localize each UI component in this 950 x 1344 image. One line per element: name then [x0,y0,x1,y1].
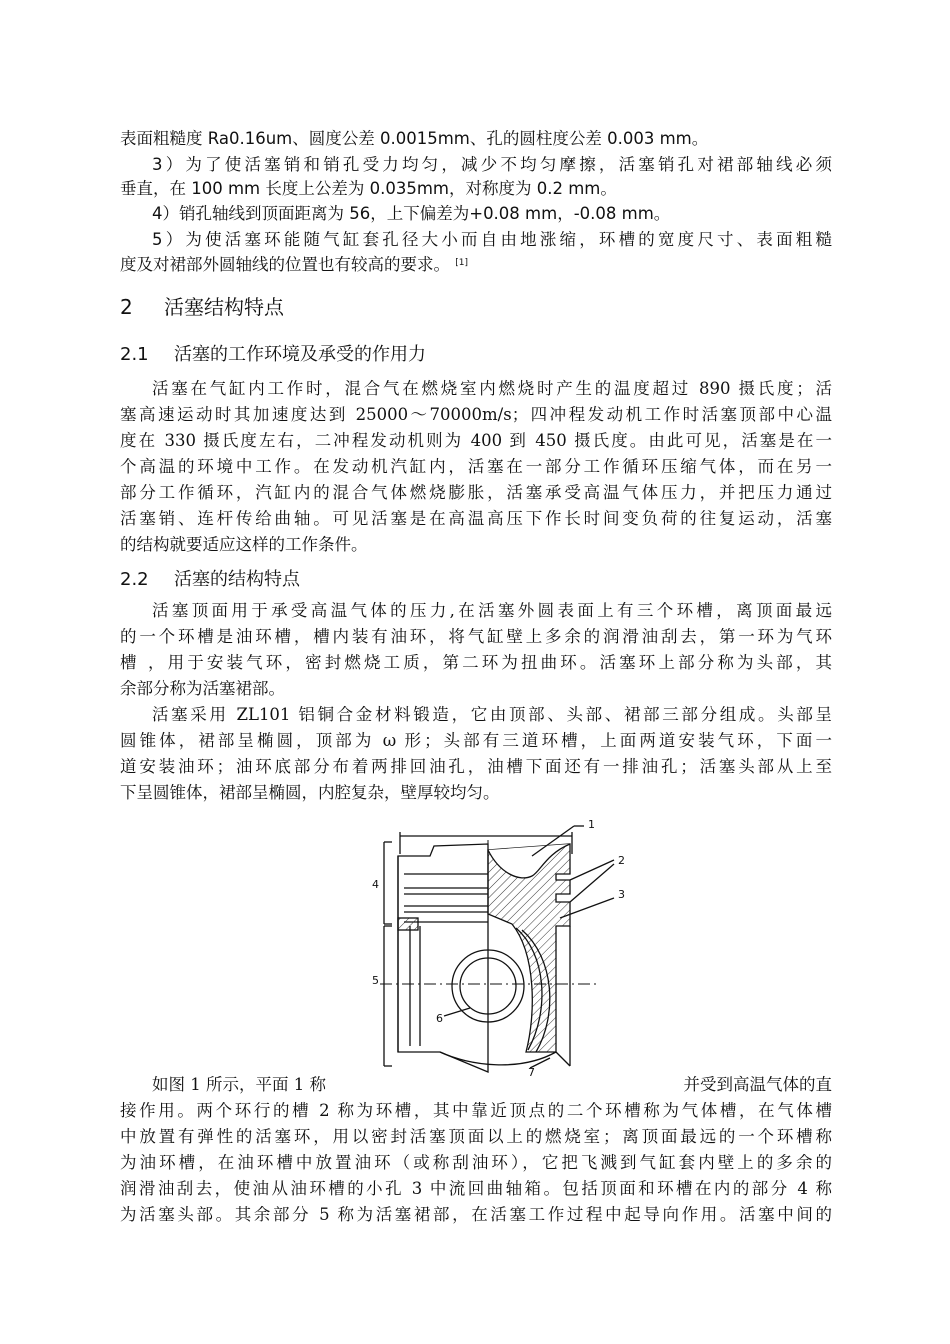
section-heading-2-1 [120,340,426,366]
text-line: 部分工作循环，汽缸内的混合气体燃烧膨胀，活塞承受高温气体压力，并把压力通过 [120,483,832,502]
text-line: 活塞在气缸内工作时，混合气在燃烧室内燃烧时产生的温度超过 890 摄氏度；活 [152,379,832,398]
text-line: 5）为使活塞环能随气缸套孔径大小而自由地涨缩，环槽的宽度尺寸、表面粗糙 [152,230,832,249]
section-number: 2.2 [120,569,149,590]
text-line: 垂直，在 100 mm 长度上公差为 0.035mm，对称度为 0.2 mm。 [120,179,617,198]
text-line: 道安装油环；油环底部分布着两排回油孔，油槽下面还有一排油孔；活塞头部从上至 [120,757,832,776]
citation-ref: [1] [455,258,468,268]
figure-label: 6 [436,1012,443,1025]
text-line: 润滑油刮去，使油从油环槽的小孔 3 中流回曲轴箱。包括顶面和环槽在内的部分 4 称 [120,1179,832,1198]
text-line: 度在 330 摄氏度左右，二冲程发动机则为 400 到 450 摄氏度。由此可见，活塞是在一 [120,431,832,450]
section-heading-2 [120,291,284,320]
text-line: 为活塞头部。其余部分 5 称为活塞裙部，在活塞工作过程中起导向作用。活塞中间的 [120,1205,832,1224]
text-line: 3）为了使活塞销和销孔受力均匀，减少不均匀摩擦，活塞销孔对裙部轴线必须 [152,155,832,174]
text-line: 活塞顶面用于承受高温气体的压力,在活塞外圆表面上有三个环槽，离顶面最远 [152,601,832,620]
text-line: 的一个环槽是油环槽，槽内装有油环，将气缸壁上多余的润滑油刮去，第一环为气环 [120,627,832,646]
text-line: 并受到高温气体的直 [683,1075,832,1094]
figure-label: 5 [372,974,379,987]
text-line: 个高温的环境中工作。在发动机汽缸内，活塞在一部分工作循环压缩气体，而在另一 [120,457,832,476]
figure-label: 7 [528,1066,535,1079]
figure-label: 3 [618,888,625,901]
text-line: 如图 1 所示，平面 1 称 [152,1075,326,1094]
section-number: 2 [120,295,133,319]
section-number: 2.1 [120,344,149,365]
text-line: 圆锥体，裙部呈椭圆，顶部为 ω 形；头部有三道环槽，上面两道安装气环，下面一 [120,731,832,750]
text-span: 度及对裙部外圆轴线的位置也有较高的要求。 [120,255,450,274]
text-line: 塞高速运动时其加速度达到 25000～70000m/s；四冲程发动机工作时活塞顶部中心温 [120,405,832,424]
section-title: 活塞的工作环境及承受的作用力 [174,344,426,365]
text-line: 下呈圆锥体，裙部呈椭圆，内腔复杂，壁厚较均匀。 [120,783,500,802]
text-line: 活塞采用 ZL101 铝铜合金材料锻造，它由顶部、头部、裙部三部分组成。头部呈 [152,705,832,724]
text-line: 为油环槽，在油环槽中放置油环（或称刮油环），它把飞溅到气缸套内壁上的多余的 [120,1153,832,1172]
figure-label: 4 [372,878,379,891]
text-line: 余部分称为活塞裙部。 [120,679,285,698]
text-line [120,252,832,278]
section-title: 活塞的结构特点 [174,569,300,590]
text-line: 活塞销、连杆传给曲轴。可见活塞是在高温高压下作长时间变负荷的往复运动，活塞 [120,509,832,528]
section-heading-2-2 [120,565,300,591]
text-line: 表面粗糙度 Ra0.16um、圆度公差 0.0015mm、孔的圆柱度公差 0.003 mm。 [120,129,709,148]
figure-label: 1 [588,818,595,831]
text-line: 的结构就要适应这样的工作条件。 [120,535,368,554]
text-line: 接作用。两个环行的槽 2 称为环槽，其中靠近顶点的二个环槽称为气体槽，在气体槽 [120,1101,832,1120]
text-line: 中放置有弹性的活塞环，用以密封活塞顶面以上的燃烧室；离顶面最远的一个环槽称 [120,1127,832,1146]
text-line: 4）销孔轴线到顶面距离为 56，上下偏差为+0.08 mm，-0.08 mm。 [152,204,671,223]
text-line: 槽 ，用于安装气环，密封燃烧工质，第二环为扭曲环。活塞环上部分称为头部，其 [120,653,832,672]
piston-diagram [360,814,660,1080]
figure-label: 2 [618,854,625,867]
section-title: 活塞结构特点 [164,295,284,319]
